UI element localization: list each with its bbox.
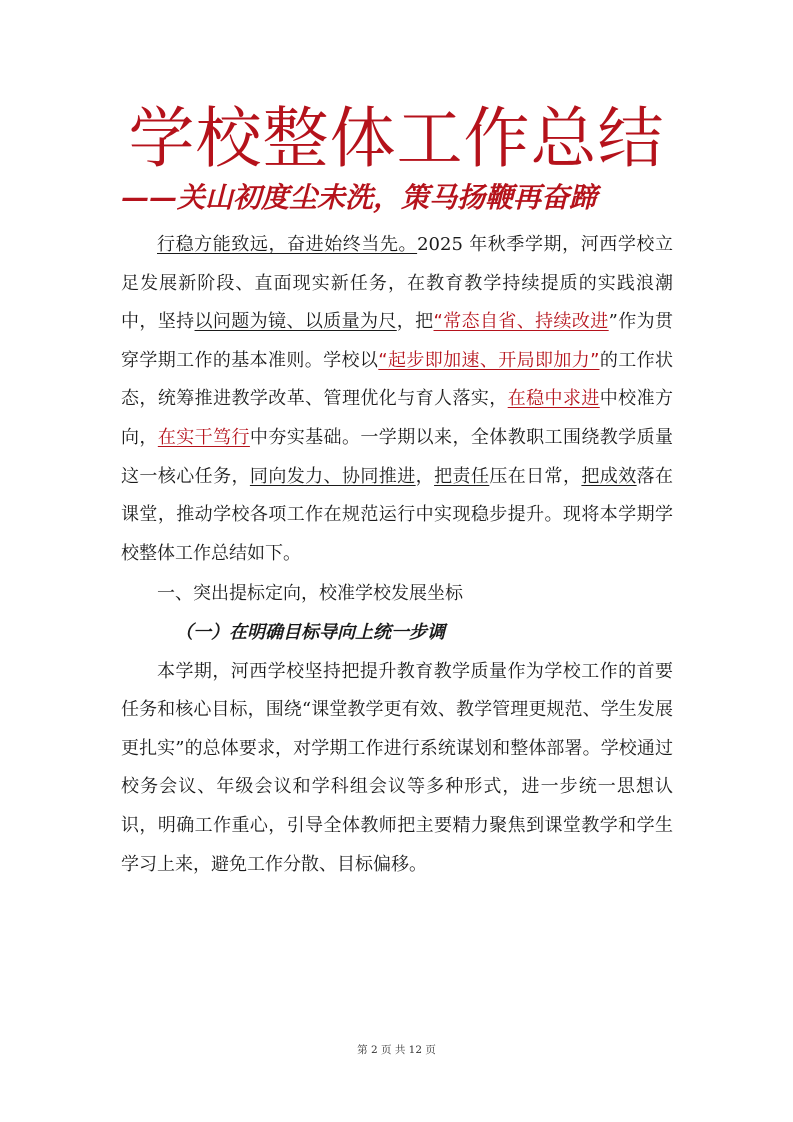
intro-text: 中夯实基础。一学期以来，全体教职工围绕教学质量这一核心任务， [121,426,674,487]
intro-text: 2025 年秋季学期，河西学校立足发展新阶段、直面现实新任务，在教育教学持续提质的实践浪潮中，坚持 [121,234,674,333]
highlight-phrase: 把责任 [434,465,490,487]
subsection-heading: （一）在明确目标导向上统一步调 [175,621,445,643]
intro-text: ， [415,465,435,487]
highlight-phrase-red: 在实干笃行 [157,426,250,448]
intro-text: ，把 [396,311,434,333]
document-body [121,226,673,884]
highlight-phrase-red: “起步即加速、开局即加力” [378,349,600,371]
body-paragraph: 本学期，河西学校坚持把提升教育教学质量作为学校工作的首要任务和核心目标，围绕“课堂教学更有效、教学管理更规范、学生发展更扎实”的总体要求，对学期工作进行系统谋划和整体部署。学校通过校务会议、年级会议和学科组会议等多种形式，进一步统一思想认识，明确工作重心，引导全体教师把主要精力聚焦到课堂教学和学生学习上来，避免工作分散、目标偏移。 [121,660,673,875]
highlight-phrase: 以问题为镜、以质量为尺 [194,311,397,333]
intro-text: 落在课堂，推动学校各项工作在规范运行中实现稳步提升。现将本学期学校整体工作总结如下。 [121,465,674,564]
intro-text: 的工作状态，统筹推进教学改革、管理优化与育人落实， [121,349,673,410]
document-subtitle: ——关山初度尘未洗，策马扬鞭再奋蹄 [121,181,598,214]
intro-paragraph [121,226,673,573]
highlight-phrase: 把成效 [581,465,637,487]
intro-lead-phrase: 行稳方能致远，奋进始终当先。 [157,234,418,255]
document-title: 学校整体工作总结 [128,100,665,177]
highlight-phrase-red: “常态自省、持续改进 [433,311,609,333]
highlight-phrase-red: 在稳中求进 [507,388,600,410]
intro-text: 中校准方向， [121,388,674,448]
intro-text: 压在日常， [489,465,582,487]
section-heading: 一、突出提标定向，校准学校发展坐标 [157,583,463,605]
page-footer: 第 2 页 共 12 页 [357,1044,436,1056]
intro-text: ”作为贯穿学期工作的基本准则。学校以 [121,311,674,371]
highlight-phrase: 同向发力、协同推进 [249,465,416,487]
